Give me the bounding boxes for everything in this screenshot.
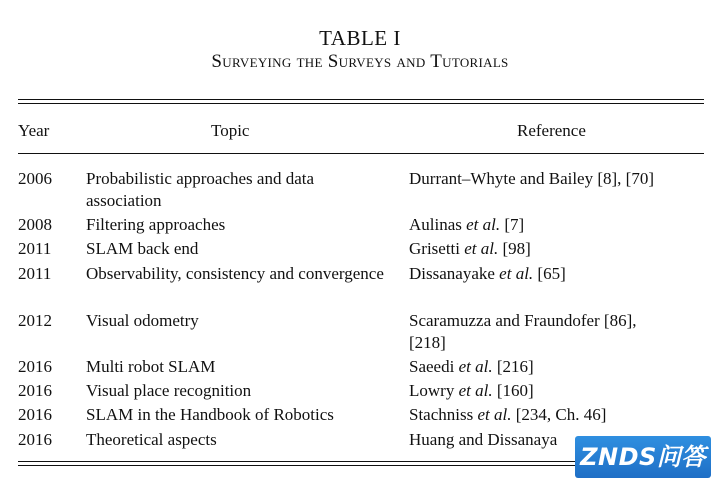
row-3-year: 2011 xyxy=(18,264,52,283)
row-7-reference: Stachniss et al. [234, Ch. 46] xyxy=(409,405,607,424)
row-1-year: 2008 xyxy=(18,215,52,234)
row-7-topic: SLAM in the Handbook of Robotics xyxy=(86,405,334,424)
row-4-reference: Scaramuzza and Fraundofer [86], [218] xyxy=(409,311,637,352)
row-0-year: 2006 xyxy=(18,169,52,188)
row-5-year: 2016 xyxy=(18,357,52,376)
row-4-topic: Visual odometry xyxy=(86,311,199,330)
row-0-topic: Probabilistic approaches and data association xyxy=(86,169,315,210)
row-1-topic: Filtering approaches xyxy=(86,215,226,234)
row-0-reference: Durrant–Whyte and Bailey [8], [70] xyxy=(409,169,654,188)
row-2-reference: Grisetti et al. [98] xyxy=(409,239,531,258)
header-rule xyxy=(18,153,704,154)
row-7-year: 2016 xyxy=(18,405,52,424)
row-2-year: 2011 xyxy=(18,239,52,258)
header-topic: Topic xyxy=(211,121,250,140)
row-6-reference: Lowry et al. [160] xyxy=(409,381,534,400)
row-8-reference: Huang and Dissanaya xyxy=(409,430,558,449)
row-8-year: 2016 xyxy=(18,430,52,449)
row-3-topic: Observability, consistency and convergence xyxy=(86,264,384,283)
top-rule-inner xyxy=(18,103,704,104)
top-rule xyxy=(18,99,704,100)
row-6-year: 2016 xyxy=(18,381,52,400)
table-number: TABLE I xyxy=(319,26,401,50)
row-6-topic: Visual place recognition xyxy=(86,381,252,400)
row-3-reference: Dissanayake et al. [65] xyxy=(409,264,566,283)
row-4-year: 2012 xyxy=(18,311,52,330)
header-year: Year xyxy=(18,121,50,140)
row-5-topic: Multi robot SLAM xyxy=(86,357,216,376)
row-2-topic: SLAM back end xyxy=(86,239,199,258)
header-reference: Reference xyxy=(517,121,586,140)
table-title: Surveying the Surveys and Tutorials xyxy=(211,51,509,72)
znds-watermark: ZNDS问答 xyxy=(575,436,711,478)
row-8-topic: Theoretical aspects xyxy=(86,430,217,449)
row-1-reference: Aulinas et al. [7] xyxy=(409,215,525,234)
row-5-reference: Saeedi et al. [216] xyxy=(409,357,534,376)
